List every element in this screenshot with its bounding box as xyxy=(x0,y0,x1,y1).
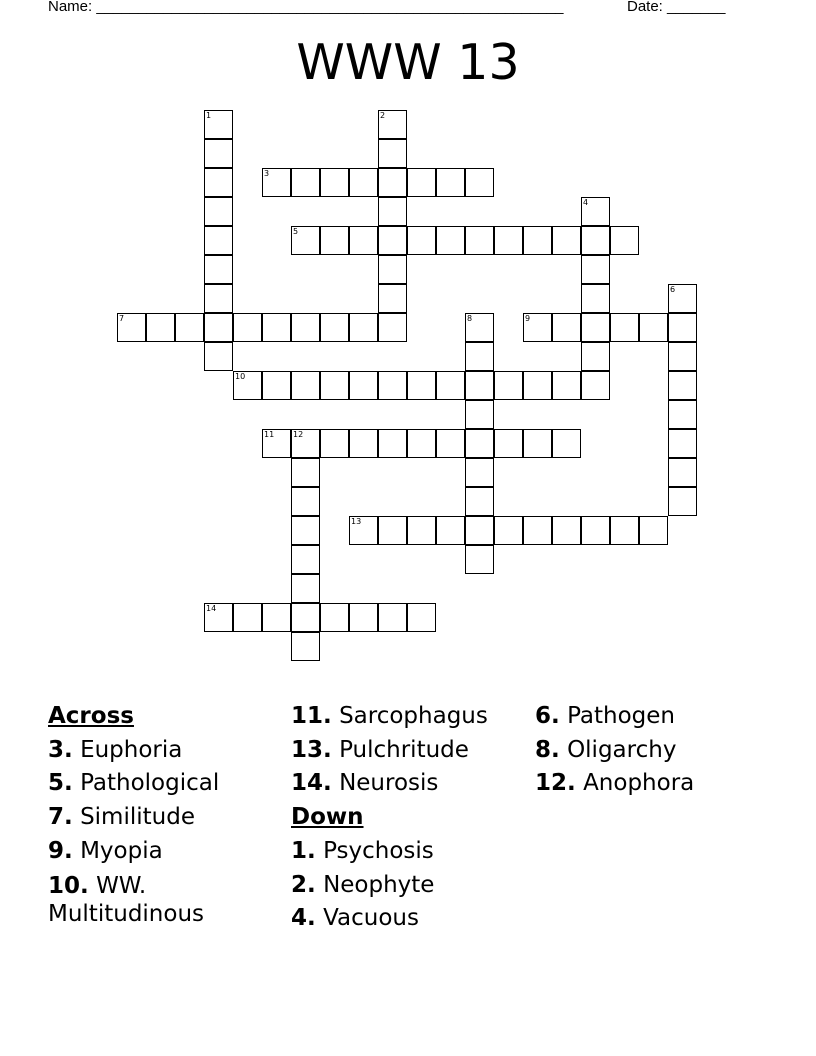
grid-cell[interactable] xyxy=(320,371,349,400)
grid-cell[interactable] xyxy=(552,313,581,342)
clue-number: 14. xyxy=(291,770,332,797)
grid-cell[interactable] xyxy=(465,313,494,342)
grid-cell[interactable] xyxy=(262,429,291,458)
grid-cell[interactable] xyxy=(146,313,175,342)
down-heading: Down xyxy=(291,804,364,831)
grid-cell[interactable] xyxy=(117,313,146,342)
grid-cell[interactable] xyxy=(320,168,349,197)
grid-cell[interactable] xyxy=(436,429,465,458)
grid-cell[interactable] xyxy=(523,226,552,255)
clue-number: 2. xyxy=(291,871,316,898)
grid-cell[interactable] xyxy=(552,371,581,400)
grid-cell[interactable] xyxy=(378,284,407,313)
grid-cell[interactable] xyxy=(291,487,320,516)
grid-cell[interactable] xyxy=(291,168,320,197)
grid-cell[interactable] xyxy=(262,313,291,342)
grid-cell[interactable] xyxy=(291,632,320,661)
name-field: Name: ________________________________________________________ xyxy=(48,0,564,15)
grid-cell[interactable] xyxy=(668,400,697,429)
grid-cell[interactable] xyxy=(349,516,378,545)
date-field: Date: _______ xyxy=(627,0,726,15)
cell-number: 10 xyxy=(235,372,246,381)
cell-number: 11 xyxy=(264,430,275,439)
grid-cell[interactable] xyxy=(407,603,436,632)
grid-cell[interactable] xyxy=(581,284,610,313)
clue-column-1 xyxy=(48,700,284,928)
grid-cell[interactable] xyxy=(233,603,262,632)
clue-number: 7. xyxy=(48,804,73,831)
grid-cell[interactable] xyxy=(668,313,697,342)
grid-cell[interactable] xyxy=(291,545,320,574)
grid-cell[interactable] xyxy=(407,429,436,458)
grid-cell[interactable] xyxy=(407,371,436,400)
grid-cell[interactable] xyxy=(552,516,581,545)
cell-number: 14 xyxy=(206,604,217,613)
clue-text: Sarcophagus xyxy=(339,703,488,729)
grid-cell[interactable] xyxy=(349,168,378,197)
grid-cell[interactable] xyxy=(407,516,436,545)
grid-cell[interactable] xyxy=(291,574,320,603)
grid-cell[interactable] xyxy=(291,516,320,545)
grid-cell[interactable] xyxy=(175,313,204,342)
grid-cell[interactable] xyxy=(494,226,523,255)
grid-cell[interactable] xyxy=(349,603,378,632)
cell-number: 2 xyxy=(380,111,386,120)
grid-cell[interactable] xyxy=(465,168,494,197)
clue-down-6 xyxy=(535,700,771,734)
cell-number: 5 xyxy=(293,227,299,236)
grid-cell[interactable] xyxy=(581,342,610,371)
grid-cell[interactable] xyxy=(349,313,378,342)
grid-cell[interactable] xyxy=(581,516,610,545)
grid-cell[interactable] xyxy=(465,458,494,487)
grid-cell[interactable] xyxy=(262,371,291,400)
clue-down-12 xyxy=(535,767,771,801)
grid-cell[interactable] xyxy=(668,342,697,371)
grid-cell[interactable] xyxy=(581,313,610,342)
puzzle-title: WWW 13 xyxy=(296,34,520,91)
grid-cell[interactable] xyxy=(349,429,378,458)
clue-down-2 xyxy=(291,869,527,903)
clue-across-10 xyxy=(48,872,248,928)
clue-across-7 xyxy=(48,801,284,835)
grid-cell[interactable] xyxy=(465,342,494,371)
grid-cell[interactable] xyxy=(262,603,291,632)
grid-cell[interactable] xyxy=(291,313,320,342)
clue-number: 1. xyxy=(291,837,316,864)
grid-cell[interactable] xyxy=(378,168,407,197)
clue-across-5 xyxy=(48,767,284,801)
clue-text: Neophyte xyxy=(323,871,435,898)
clue-number: 11. xyxy=(291,703,332,729)
grid-cell[interactable] xyxy=(465,545,494,574)
grid-cell[interactable] xyxy=(378,197,407,226)
grid-cell[interactable] xyxy=(378,429,407,458)
grid-cell[interactable] xyxy=(465,400,494,429)
grid-cell[interactable] xyxy=(581,197,610,226)
grid-cell[interactable] xyxy=(320,313,349,342)
grid-cell[interactable] xyxy=(291,371,320,400)
grid-cell[interactable] xyxy=(291,429,320,458)
grid-cell[interactable] xyxy=(465,516,494,545)
grid-cell[interactable] xyxy=(581,226,610,255)
clue-text: Pulchritude xyxy=(339,736,469,763)
cell-number: 12 xyxy=(293,430,304,439)
grid-cell[interactable] xyxy=(494,371,523,400)
grid-cell[interactable] xyxy=(320,603,349,632)
clue-text: Myopia xyxy=(80,837,163,864)
grid-cell[interactable] xyxy=(204,197,233,226)
grid-cell[interactable] xyxy=(378,139,407,168)
grid-cell[interactable] xyxy=(581,371,610,400)
clue-text: Pathogen xyxy=(567,703,675,729)
clue-number: 10. xyxy=(48,872,89,899)
clue-text: WW. Multitudinous xyxy=(48,872,205,927)
cell-number: 9 xyxy=(525,314,531,323)
grid-cell[interactable] xyxy=(465,371,494,400)
grid-cell[interactable] xyxy=(349,371,378,400)
grid-cell[interactable] xyxy=(523,313,552,342)
grid-cell[interactable] xyxy=(233,313,262,342)
grid-cell[interactable] xyxy=(465,226,494,255)
grid-cell[interactable] xyxy=(668,371,697,400)
cell-number: 7 xyxy=(119,314,125,323)
clue-down-8 xyxy=(535,734,771,768)
grid-cell[interactable] xyxy=(204,226,233,255)
grid-cell[interactable] xyxy=(639,516,668,545)
clue-down-4 xyxy=(291,902,527,936)
grid-cell[interactable] xyxy=(204,110,233,139)
grid-cell[interactable] xyxy=(378,516,407,545)
grid-cell[interactable] xyxy=(523,429,552,458)
cell-number: 3 xyxy=(264,169,270,178)
grid-cell[interactable] xyxy=(378,110,407,139)
grid-cell[interactable] xyxy=(349,226,378,255)
cell-number: 6 xyxy=(670,285,676,294)
grid-cell[interactable] xyxy=(465,429,494,458)
grid-cell[interactable] xyxy=(523,371,552,400)
grid-cell[interactable] xyxy=(610,516,639,545)
grid-cell[interactable] xyxy=(407,226,436,255)
grid-cell[interactable] xyxy=(610,226,639,255)
clue-column-2 xyxy=(291,700,527,936)
grid-cell[interactable] xyxy=(494,516,523,545)
clue-across-9 xyxy=(48,835,284,869)
cell-number: 4 xyxy=(583,198,589,207)
grid-cell[interactable] xyxy=(291,226,320,255)
clue-column-3 xyxy=(535,700,771,801)
clue-number: 4. xyxy=(291,905,316,932)
grid-cell[interactable] xyxy=(668,429,697,458)
grid-cell[interactable] xyxy=(494,429,523,458)
clue-number: 13. xyxy=(291,736,332,763)
clue-across-14 xyxy=(291,767,527,801)
grid-cell[interactable] xyxy=(291,603,320,632)
grid-cell[interactable] xyxy=(320,429,349,458)
clue-text: Neurosis xyxy=(339,770,439,797)
grid-cell[interactable] xyxy=(668,284,697,313)
clue-text: Similitude xyxy=(80,804,195,831)
grid-cell[interactable] xyxy=(378,255,407,284)
grid-cell[interactable] xyxy=(378,603,407,632)
grid-cell[interactable] xyxy=(204,168,233,197)
clue-across-11 xyxy=(291,700,527,734)
grid-cell[interactable] xyxy=(668,487,697,516)
grid-cell[interactable] xyxy=(233,371,262,400)
grid-cell[interactable] xyxy=(291,458,320,487)
clue-text: Vacuous xyxy=(323,905,419,932)
clue-text: Psychosis xyxy=(323,837,434,864)
across-heading: Across xyxy=(48,703,134,729)
grid-cell[interactable] xyxy=(436,516,465,545)
clue-number: 12. xyxy=(535,770,576,797)
grid-cell[interactable] xyxy=(668,458,697,487)
grid-cell[interactable] xyxy=(204,313,233,342)
grid-cell[interactable] xyxy=(436,226,465,255)
grid-cell[interactable] xyxy=(581,255,610,284)
grid-cell[interactable] xyxy=(523,516,552,545)
grid-cell[interactable] xyxy=(378,226,407,255)
grid-cell[interactable] xyxy=(378,313,407,342)
clue-down-1 xyxy=(291,835,527,869)
grid-cell[interactable] xyxy=(204,255,233,284)
grid-cell[interactable] xyxy=(262,168,291,197)
clue-number: 6. xyxy=(535,703,560,729)
clue-across-13 xyxy=(291,734,527,768)
clue-text: Anophora xyxy=(583,770,695,797)
clue-number: 5. xyxy=(48,770,73,797)
grid-cell[interactable] xyxy=(436,371,465,400)
clue-text: Oligarchy xyxy=(567,736,677,763)
clue-number: 3. xyxy=(48,736,73,763)
grid-cell[interactable] xyxy=(204,284,233,313)
clue-text: Pathological xyxy=(80,770,220,797)
grid-cell[interactable] xyxy=(407,168,436,197)
clue-text: Euphoria xyxy=(80,736,183,763)
grid-cell[interactable] xyxy=(204,139,233,168)
grid-cell[interactable] xyxy=(639,313,668,342)
grid-cell[interactable] xyxy=(552,429,581,458)
grid-cell[interactable] xyxy=(320,226,349,255)
grid-cell[interactable] xyxy=(552,226,581,255)
grid-cell[interactable] xyxy=(465,487,494,516)
grid-cell[interactable] xyxy=(204,603,233,632)
clue-number: 8. xyxy=(535,736,560,763)
grid-cell[interactable] xyxy=(204,342,233,371)
cell-number: 1 xyxy=(206,111,212,120)
cell-number: 8 xyxy=(467,314,473,323)
grid-cell[interactable] xyxy=(610,313,639,342)
cell-number: 13 xyxy=(351,517,362,526)
clue-across-3 xyxy=(48,734,284,768)
grid-cell[interactable] xyxy=(378,371,407,400)
clue-number: 9. xyxy=(48,837,73,864)
grid-cell[interactable] xyxy=(436,168,465,197)
